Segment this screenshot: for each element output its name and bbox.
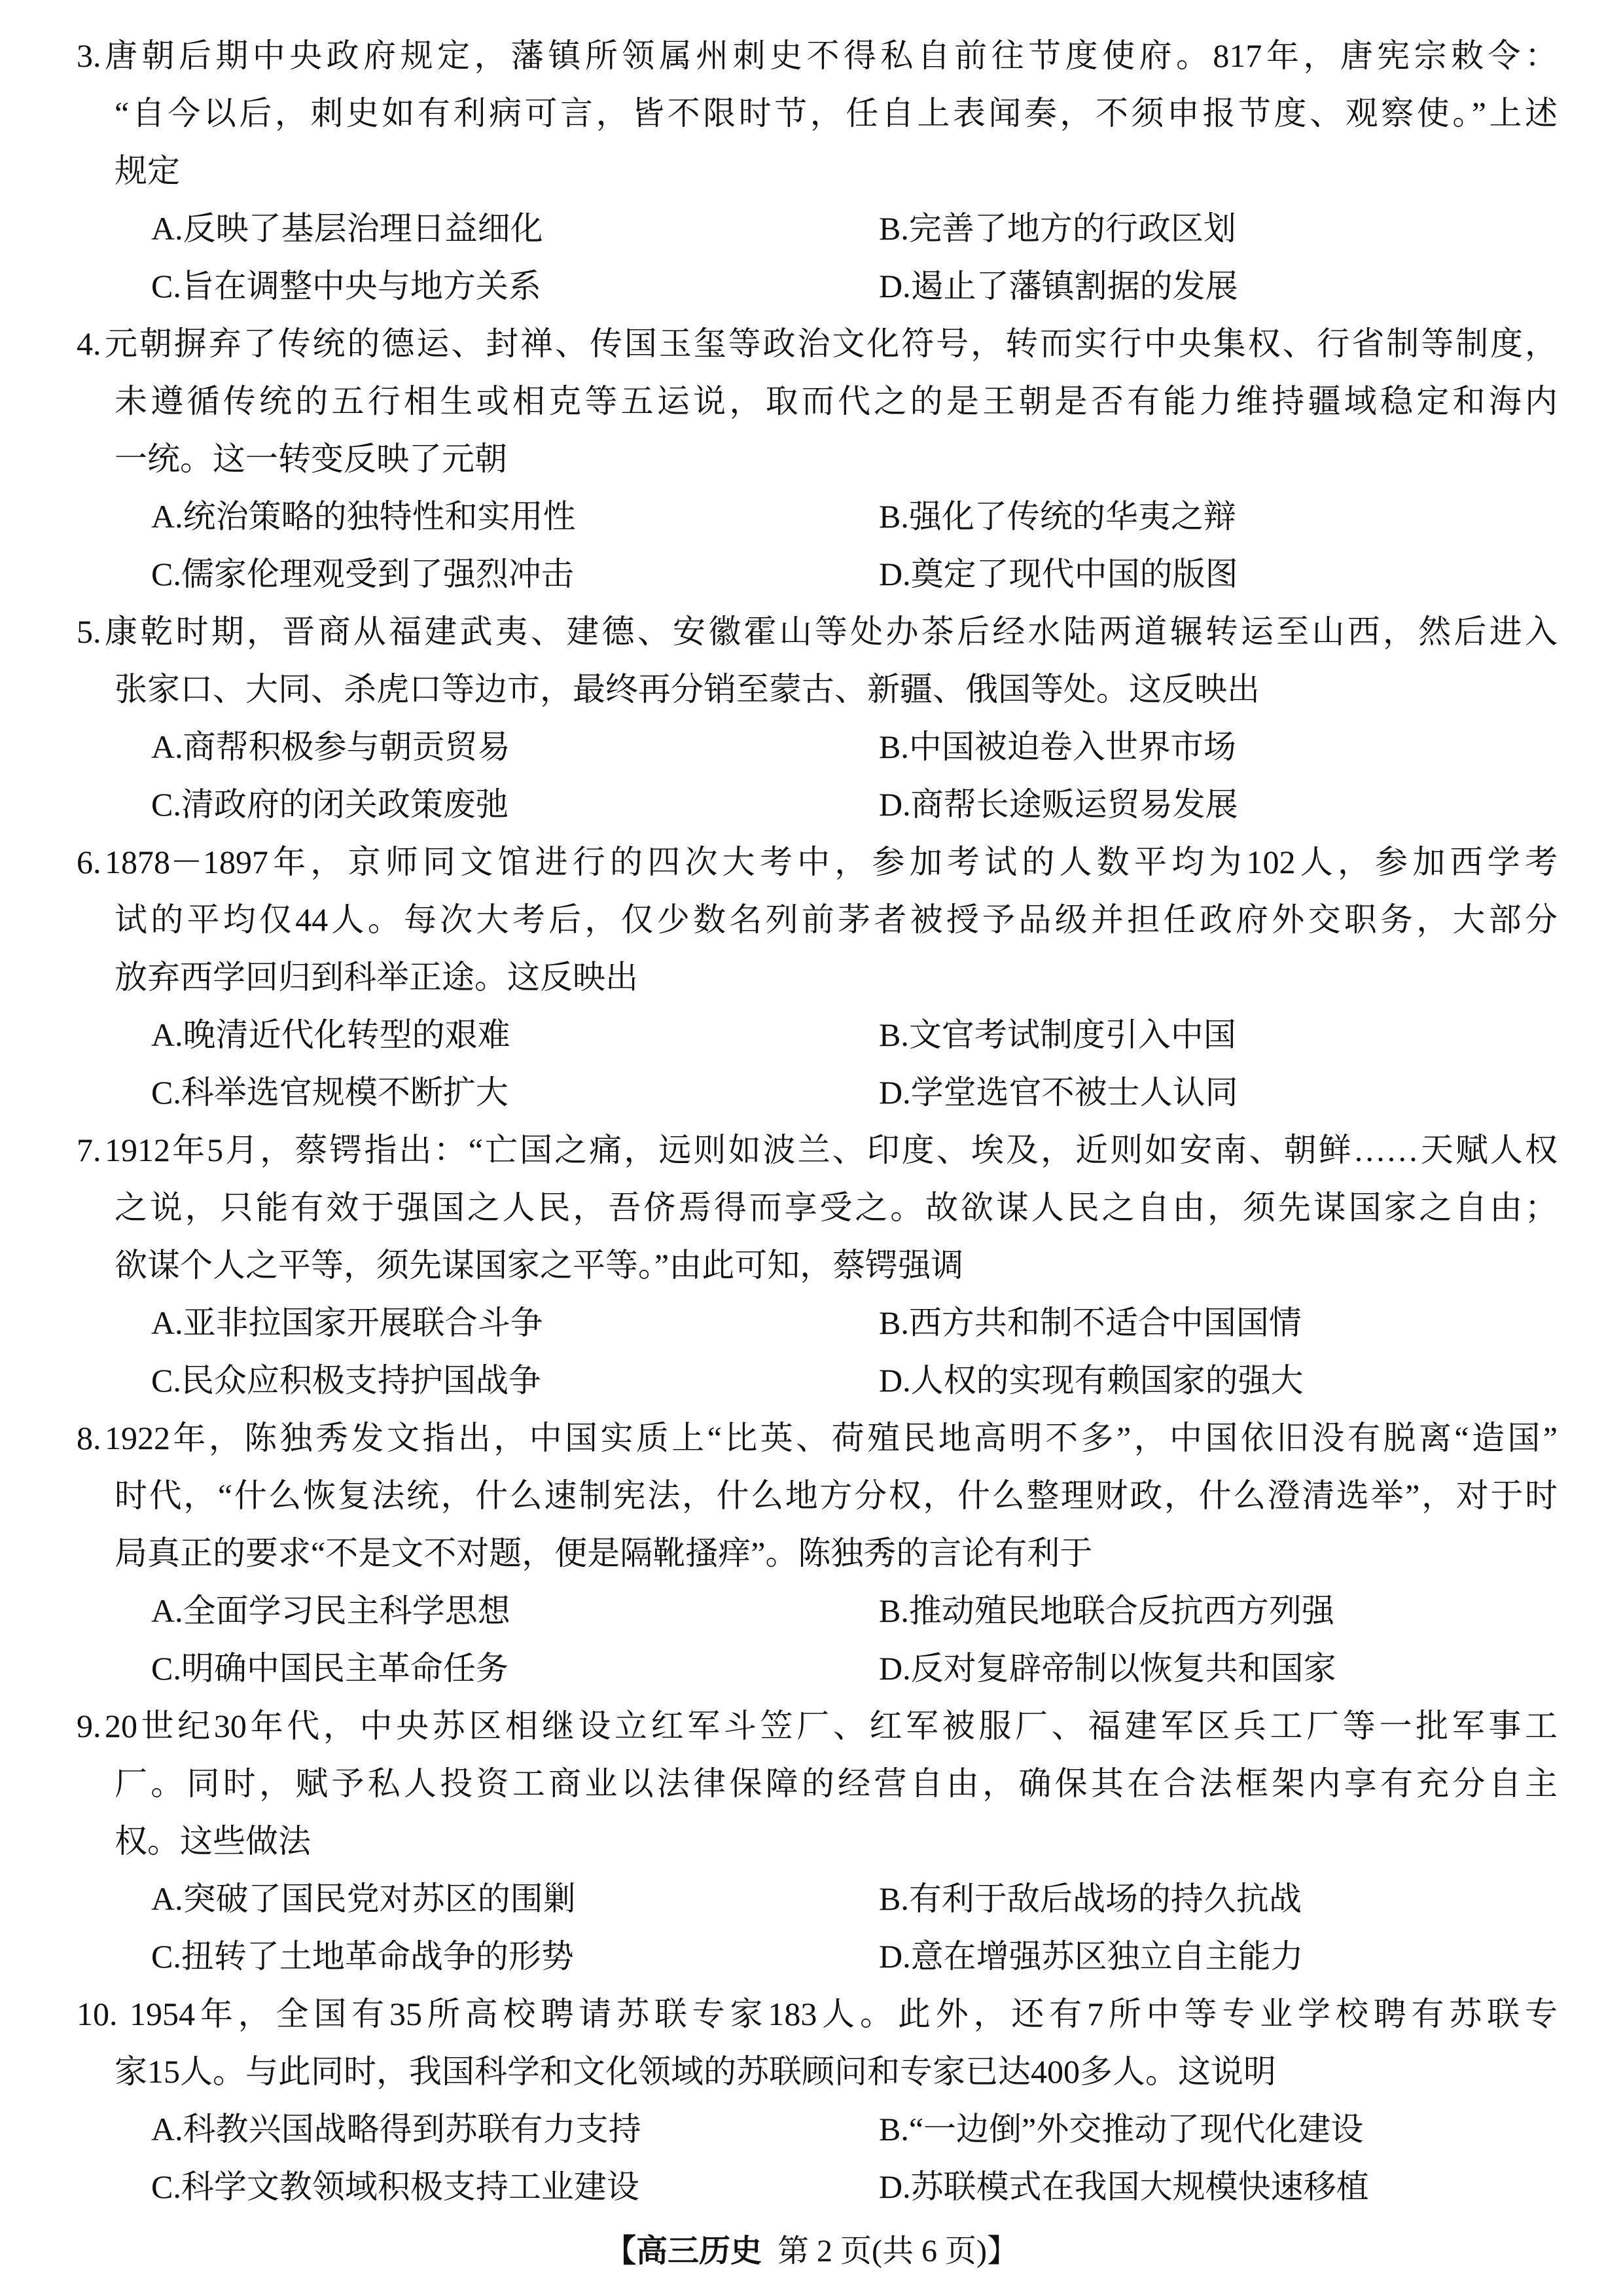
option-text: 儒家伦理观受到了强烈冲击 xyxy=(181,556,574,592)
option-label: D. xyxy=(879,786,911,823)
option-b xyxy=(879,1294,1302,1352)
question-stem-line: 放弃西学回归到科举正途。这反映出 xyxy=(115,959,638,996)
option-b xyxy=(879,1582,1334,1640)
option-text: 推动殖民地联合反抗西方列强 xyxy=(908,1592,1334,1629)
option-label: C. xyxy=(151,556,181,592)
option-a xyxy=(151,200,543,257)
option-b xyxy=(879,2100,1363,2158)
option-text: 亚非拉国家开展联合斗争 xyxy=(183,1304,543,1341)
option-text: 统治策略的独特性和实用性 xyxy=(183,498,576,535)
option-label: A. xyxy=(151,210,183,247)
option-label: C. xyxy=(151,1362,181,1399)
option-text: 科举选官规模不断扩大 xyxy=(181,1074,508,1111)
question-stem-line: 家15人。与此同时，我国科学和文化领域的苏联顾问和专家已达400多人。这说明 xyxy=(115,2053,1276,2090)
question-stem-line: 20世纪30年代，中央苏区相继设立红军斗笠厂、红军被服厂、福建军区兵工厂等一批军事工 xyxy=(105,1708,1558,1744)
option-label: B. xyxy=(879,210,909,247)
option-text: 反映了基层治理日益细化 xyxy=(183,210,543,247)
option-c xyxy=(151,545,574,603)
option-text: 人权的实现有赖国家的强大 xyxy=(910,1362,1304,1399)
option-label: A. xyxy=(151,728,183,765)
option-text: 扭转了土地革命战争的形势 xyxy=(181,1938,574,1975)
question-stem-line: 张家口、大同、杀虎口等边市，最终再分销至蒙古、新疆、俄国等处。这反映出 xyxy=(115,671,1260,708)
option-c xyxy=(151,257,541,315)
option-c xyxy=(151,1352,541,1409)
option-text: 强化了传统的华夷之辩 xyxy=(908,498,1236,535)
option-label: C. xyxy=(151,2168,181,2205)
option-a xyxy=(151,1294,543,1352)
option-text: 苏联模式在我国大规模快速移植 xyxy=(910,2168,1369,2205)
option-text: 中国被迫卷入世界市场 xyxy=(908,728,1236,765)
question-stem-line: 1954年，全国有35所高校聘请苏联专家183人。此外，还有7所中等专业学校聘有苏联专 xyxy=(130,1996,1558,2032)
question-stem-line: 一统。这一转变反映了元朝 xyxy=(115,440,507,477)
option-d xyxy=(879,545,1238,603)
option-text: 全面学习民主科学思想 xyxy=(183,1592,510,1629)
question-number: 10. xyxy=(77,1996,118,2032)
option-a xyxy=(151,1582,510,1640)
question-stem-line: 未遵循传统的五行相生或相克等五运说，取而代之的是王朝是否有能力维持疆域稳定和海内 xyxy=(115,383,1558,420)
question-stem-line: 1922年，陈独秀发文指出，中国实质上“比英、荷殖民地高明不多”，中国依旧没有脱离“造国” xyxy=(105,1420,1558,1456)
option-text: 有利于敌后战场的持久抗战 xyxy=(908,1880,1302,1917)
option-b xyxy=(879,488,1236,545)
question-stem-line: 1912年5月，蔡锷指出：“亡国之痛，远则如波兰、印度、埃及，近则如安南、朝鲜……天赋人权 xyxy=(105,1132,1558,1168)
option-label: D. xyxy=(879,1650,911,1687)
option-c xyxy=(151,1928,574,1985)
option-text: 反对复辟帝制以恢复共和国家 xyxy=(910,1650,1336,1687)
question-stem-line: 局真正的要求“不是文不对题，便是隔靴搔痒”。陈独秀的言论有利于 xyxy=(115,1535,1093,1571)
option-label: A. xyxy=(151,1592,183,1629)
option-label: B. xyxy=(879,1592,909,1629)
question-stem-line: 权。这些做法 xyxy=(115,1823,311,1859)
question-number: 5. xyxy=(77,613,101,650)
option-label: D. xyxy=(879,1074,911,1111)
question-stem-line: 之说，只能有效于强国之人民，吾侪焉得而享受之。故欲谋人民之自由，须先谋国家之自由； xyxy=(115,1189,1558,1226)
option-text: 学堂选官不被士人认同 xyxy=(910,1074,1238,1111)
option-label: B. xyxy=(879,1304,909,1341)
question-number: 4. xyxy=(77,325,101,362)
option-b xyxy=(879,1870,1302,1928)
option-text: “一边倒”外交推动了现代化建设 xyxy=(908,2111,1364,2147)
option-a xyxy=(151,1006,510,1064)
option-b xyxy=(879,718,1236,776)
option-c xyxy=(151,1064,508,1121)
option-text: 科学文教领域积极支持工业建设 xyxy=(181,2168,639,2205)
option-label: A. xyxy=(151,1304,183,1341)
option-label: C. xyxy=(151,786,181,823)
option-text: 遏止了藩镇割据的发展 xyxy=(910,268,1238,304)
option-d xyxy=(879,1928,1304,1985)
option-label: B. xyxy=(879,1016,909,1053)
option-label: B. xyxy=(879,1880,909,1917)
option-label: D. xyxy=(879,268,911,304)
option-text: 清政府的闭关政策废弛 xyxy=(181,786,508,823)
option-d xyxy=(879,257,1238,315)
option-text: 晚清近代化转型的艰难 xyxy=(183,1016,510,1053)
option-d xyxy=(879,1352,1304,1409)
option-label: B. xyxy=(879,498,909,535)
option-label: D. xyxy=(879,1938,911,1975)
option-text: 奠定了现代中国的版图 xyxy=(910,556,1238,592)
question-number: 3. xyxy=(77,37,101,74)
option-text: 意在增强苏区独立自主能力 xyxy=(910,1938,1304,1975)
option-d xyxy=(879,776,1238,833)
option-a xyxy=(151,718,510,776)
question-stem-line: 试的平均仅44人。每次大考后，仅少数名列前茅者被授予品级并担任政府外交职务，大部分 xyxy=(115,901,1558,938)
question-stem-line: 康乾时期，晋商从福建武夷、建德、安徽霍山等处办茶后经水陆两道辗转运至山西，然后进入 xyxy=(105,613,1558,650)
option-d xyxy=(879,1640,1336,1697)
option-text: 完善了地方的行政区划 xyxy=(908,210,1236,247)
question-stem-line: 厂。同时，赋予私人投资工商业以法律保障的经营自由，确保其在合法框架内享有充分自主 xyxy=(115,1765,1558,1802)
option-label: D. xyxy=(879,2168,911,2205)
question-stem-line: “自今以后，刺史如有利病可言，皆不限时节，任自上表闻奏，不须申报节度、观察使。”上述 xyxy=(115,95,1558,132)
option-text: 科教兴国战略得到苏联有力支持 xyxy=(183,2111,641,2147)
option-b xyxy=(879,200,1236,257)
option-label: C. xyxy=(151,1938,181,1975)
option-a xyxy=(151,488,576,545)
option-label: C. xyxy=(151,1650,181,1687)
option-c xyxy=(151,776,508,833)
option-text: 民众应积极支持护国战争 xyxy=(181,1362,541,1399)
option-a xyxy=(151,2100,641,2158)
question-number: 9. xyxy=(77,1708,101,1744)
option-label: B. xyxy=(879,2111,909,2147)
option-d xyxy=(879,1064,1238,1121)
option-label: A. xyxy=(151,2111,183,2147)
option-a xyxy=(151,1870,576,1928)
question-number: 7. xyxy=(77,1132,101,1168)
option-label: B. xyxy=(879,728,909,765)
option-text: 明确中国民主革命任务 xyxy=(181,1650,508,1687)
question-stem-line: 时代，“什么恢复法统，什么速制宪法，什么地方分权，什么整理财政，什么澄清选举”，对于时 xyxy=(115,1477,1558,1514)
option-c xyxy=(151,1640,508,1697)
option-label: A. xyxy=(151,498,183,535)
option-text: 旨在调整中央与地方关系 xyxy=(181,268,541,304)
page-footer xyxy=(0,2225,1623,2278)
option-label: A. xyxy=(151,1016,183,1053)
question-stem-line: 欲谋个人之平等，须先谋国家之平等。”由此可知，蔡锷强调 xyxy=(115,1247,964,1283)
option-label: A. xyxy=(151,1880,183,1917)
question-number: 8. xyxy=(77,1420,101,1456)
footer-page-info: 第 2 页(共 6 页)】 xyxy=(777,2234,1018,2269)
option-text: 商帮积极参与朝贡贸易 xyxy=(183,728,510,765)
footer-subject: 【高三历史 xyxy=(605,2234,762,2269)
option-b xyxy=(879,1006,1236,1064)
option-text: 商帮长途贩运贸易发展 xyxy=(910,786,1238,823)
option-text: 西方共和制不适合中国国情 xyxy=(908,1304,1302,1341)
option-label: D. xyxy=(879,1362,911,1399)
option-d xyxy=(879,2158,1369,2215)
question-stem-line: 1878－1897年，京师同文馆进行的四次大考中，参加考试的人数平均为102人，参加西学考 xyxy=(105,844,1558,880)
question-stem-line: 唐朝后期中央政府规定，藩镇所领属州刺史不得私自前往节度使府。817年，唐宪宗敕令： xyxy=(105,37,1558,74)
option-text: 文官考试制度引入中国 xyxy=(908,1016,1236,1053)
question-number: 6. xyxy=(77,844,101,880)
option-label: C. xyxy=(151,1074,181,1111)
question-stem-line: 元朝摒弃了传统的德运、封禅、传国玉玺等政治文化符号，转而实行中央集权、行省制等制度， xyxy=(105,325,1558,362)
question-stem-line: 规定 xyxy=(115,152,180,189)
option-c xyxy=(151,2158,639,2215)
option-label: D. xyxy=(879,556,911,592)
option-text: 突破了国民党对苏区的围剿 xyxy=(183,1880,576,1917)
option-label: C. xyxy=(151,268,181,304)
